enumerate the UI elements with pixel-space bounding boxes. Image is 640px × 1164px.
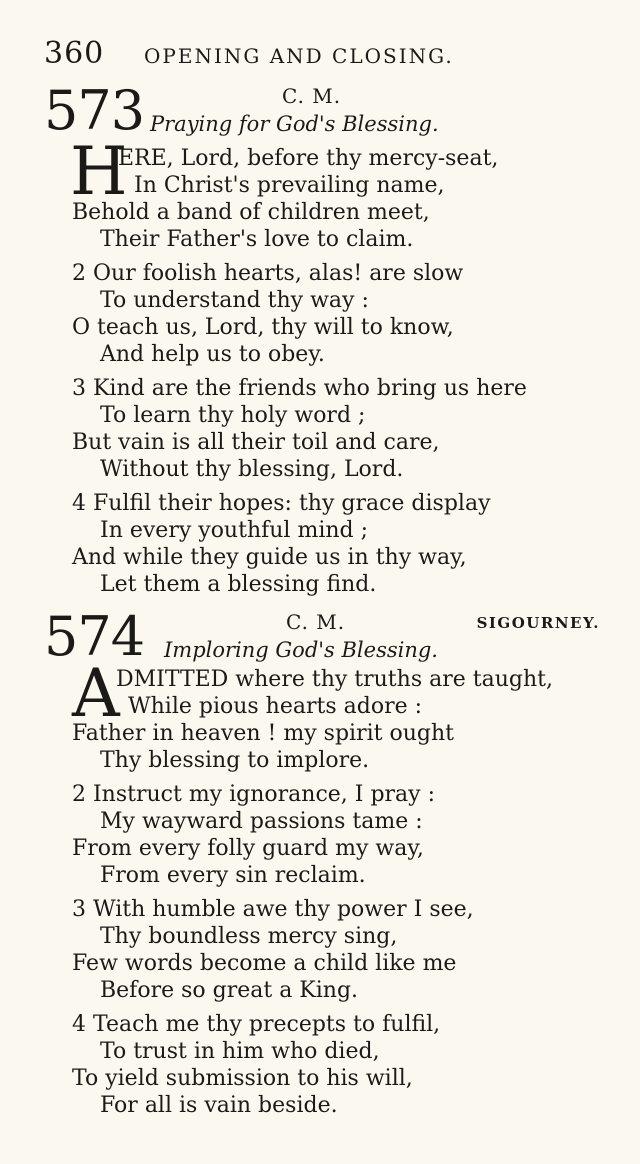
verse-line: From every sin reclaim. — [100, 863, 366, 888]
hymn-author: SIGOURNEY. — [476, 614, 600, 632]
verse-line: O teach us, Lord, thy will to know, — [72, 315, 454, 340]
verse-line: 2 Instruct my ignorance, I pray : — [72, 782, 435, 807]
verse-line: Behold a band of children meet, — [72, 200, 430, 225]
verse-line: Thy blessing to implore. — [100, 748, 370, 773]
drop-cap: A — [72, 655, 120, 732]
hymn-subtitle: Praying for God's Blessing. — [150, 112, 439, 136]
verse-line: And while they guide us in thy way, — [72, 545, 467, 570]
verse-line: Before so great a King. — [100, 978, 359, 1003]
verse-line: But vain is all their toil and care, — [72, 430, 440, 455]
verse-line: 4 Teach me thy precepts to fulfil, — [72, 1012, 441, 1037]
verse-line: To trust in him who died, — [100, 1039, 380, 1064]
verse-line: To yield submission to his will, — [72, 1066, 413, 1091]
verse-line: Few words become a child like me — [72, 951, 457, 976]
verse-line: Let them a blessing find. — [100, 572, 377, 597]
verse-line: Without thy blessing, Lord. — [100, 457, 404, 482]
verse-line: To learn thy holy word ; — [100, 403, 366, 428]
page-header — [44, 36, 600, 76]
verse-line: 3 Kind are the friends who bring us here — [72, 376, 527, 401]
verse-line: To understand thy way : — [100, 288, 369, 313]
hymn-meter: C. M. — [282, 84, 342, 108]
drop-cap: H — [70, 133, 128, 210]
hymn-meter: C. M. — [286, 610, 346, 634]
hymn-subtitle: Imploring God's Blessing. — [164, 638, 438, 662]
verse-line: Their Father's love to claim. — [100, 227, 414, 252]
hymn-number: 574 — [44, 605, 145, 668]
running-head: OPENING AND CLOSING. — [144, 44, 454, 68]
hymn-574 — [44, 605, 600, 1130]
verse-line: ERE, Lord, before thy mercy-seat, — [118, 146, 499, 171]
hymn-573 — [44, 79, 600, 604]
hymn-number: 573 — [44, 79, 145, 142]
verse-line: In every youthful mind ; — [100, 518, 369, 543]
verse-line: For all is vain beside. — [100, 1093, 338, 1118]
verse-line: Thy boundless mercy sing, — [100, 924, 398, 949]
page-number: 360 — [44, 36, 105, 71]
verse-line: 2 Our foolish hearts, alas! are slow — [72, 261, 464, 286]
verse-line: And help us to obey. — [100, 342, 325, 367]
verse-line: My wayward passions tame : — [100, 809, 423, 834]
verse-line: 3 With humble awe thy power I see, — [72, 897, 474, 922]
verse-line: 4 Fulfil their hopes: thy grace display — [72, 491, 491, 516]
verse-line: While pious hearts adore : — [128, 694, 423, 719]
verse-line: Father in heaven ! my spirit ought — [72, 721, 454, 746]
verse-line: DMITTED where thy truths are taught, — [116, 667, 553, 692]
verse-line: From every folly guard my way, — [72, 836, 424, 861]
verse-line: In Christ's prevailing name, — [134, 173, 445, 198]
